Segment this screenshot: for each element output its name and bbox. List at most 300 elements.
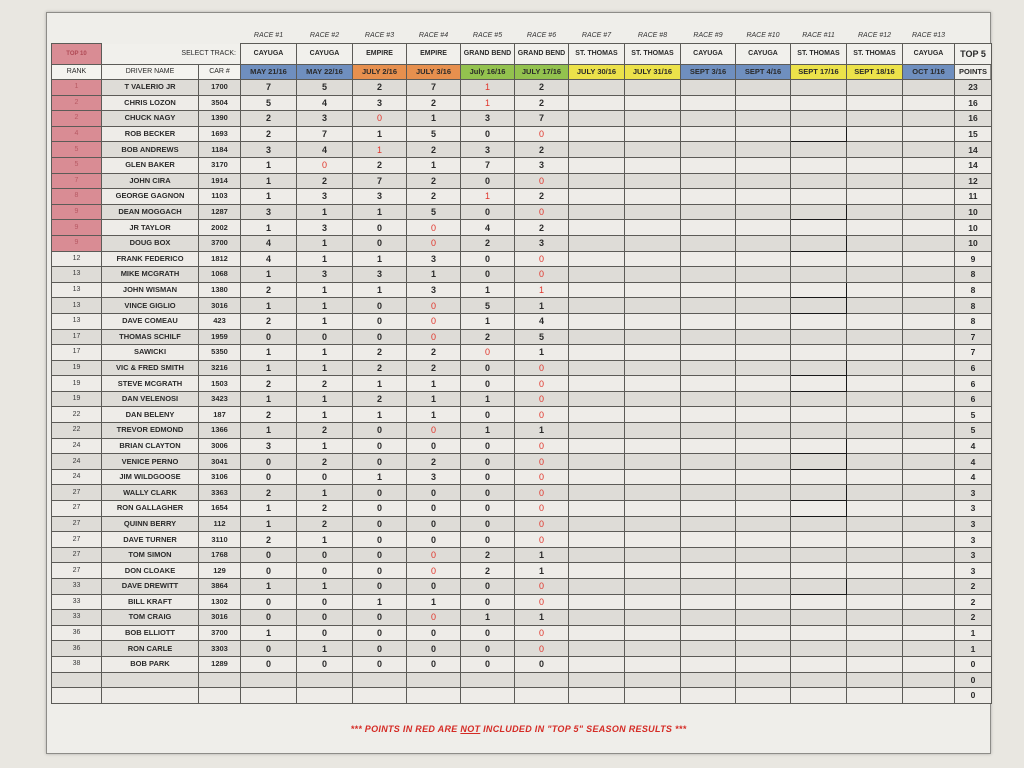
race-result[interactable]	[625, 438, 681, 454]
race-result[interactable]	[903, 267, 955, 283]
race-result[interactable]	[569, 485, 625, 501]
race-result[interactable]: 3	[407, 251, 461, 267]
race-result[interactable]: 2	[407, 142, 461, 158]
race-result[interactable]	[625, 594, 681, 610]
race-result[interactable]: 0	[353, 516, 407, 532]
race-result[interactable]	[625, 173, 681, 189]
race-result[interactable]	[569, 594, 625, 610]
race-result[interactable]: 1	[407, 407, 461, 423]
race-result[interactable]: 0	[407, 563, 461, 579]
race-result[interactable]	[903, 111, 955, 127]
race-result[interactable]: 1	[407, 111, 461, 127]
race-result[interactable]	[569, 563, 625, 579]
race-result[interactable]: 2	[297, 516, 353, 532]
race-result[interactable]	[625, 267, 681, 283]
race-result[interactable]	[625, 407, 681, 423]
race-result[interactable]: 2	[297, 376, 353, 392]
race-result[interactable]: 5	[297, 80, 353, 96]
track-select[interactable]: ST. THOMAS	[791, 44, 847, 65]
race-result[interactable]: 0	[461, 267, 515, 283]
race-result[interactable]: 5	[515, 329, 569, 345]
race-result[interactable]	[736, 501, 791, 517]
race-result[interactable]: 1	[241, 360, 297, 376]
race-result[interactable]	[681, 345, 736, 361]
race-result[interactable]: 3	[241, 438, 297, 454]
race-result[interactable]: 2	[241, 313, 297, 329]
race-result[interactable]: 2	[407, 360, 461, 376]
race-result[interactable]	[847, 235, 903, 251]
race-result[interactable]: 0	[241, 454, 297, 470]
race-result[interactable]	[736, 547, 791, 563]
blank-cell[interactable]	[102, 688, 199, 704]
race-result[interactable]	[847, 610, 903, 626]
race-result[interactable]: 0	[241, 656, 297, 672]
race-result[interactable]	[625, 360, 681, 376]
race-result[interactable]	[791, 80, 847, 96]
race-result[interactable]: 0	[407, 610, 461, 626]
race-result[interactable]	[903, 391, 955, 407]
race-result[interactable]	[569, 547, 625, 563]
race-result[interactable]: 2	[461, 329, 515, 345]
race-result[interactable]	[903, 345, 955, 361]
race-result[interactable]	[569, 469, 625, 485]
race-result[interactable]	[681, 142, 736, 158]
race-result[interactable]	[681, 80, 736, 96]
race-result[interactable]	[569, 454, 625, 470]
race-result[interactable]	[847, 501, 903, 517]
race-result[interactable]: 0	[353, 329, 407, 345]
blank-cell[interactable]	[515, 688, 569, 704]
race-result[interactable]	[625, 656, 681, 672]
race-result[interactable]	[681, 656, 736, 672]
race-result[interactable]	[903, 485, 955, 501]
race-result[interactable]	[625, 298, 681, 314]
race-result[interactable]: 0	[461, 641, 515, 657]
race-result[interactable]: 0	[353, 220, 407, 236]
race-result[interactable]	[569, 516, 625, 532]
race-result[interactable]: 0	[407, 579, 461, 595]
race-result[interactable]: 1	[407, 267, 461, 283]
race-result[interactable]: 3	[353, 189, 407, 205]
race-result[interactable]	[736, 360, 791, 376]
race-result[interactable]	[736, 641, 791, 657]
race-result[interactable]: 0	[297, 563, 353, 579]
race-result[interactable]	[791, 376, 847, 392]
track-select[interactable]: EMPIRE	[407, 44, 461, 65]
race-result[interactable]: 0	[241, 594, 297, 610]
race-result[interactable]: 1	[297, 532, 353, 548]
race-result[interactable]: 2	[515, 142, 569, 158]
race-result[interactable]: 1	[297, 251, 353, 267]
race-result[interactable]	[847, 345, 903, 361]
blank-cell[interactable]	[515, 672, 569, 688]
race-result[interactable]	[625, 641, 681, 657]
race-result[interactable]: 1	[407, 376, 461, 392]
race-result[interactable]: 0	[353, 454, 407, 470]
race-result[interactable]	[903, 625, 955, 641]
race-result[interactable]: 0	[297, 610, 353, 626]
race-result[interactable]	[847, 376, 903, 392]
race-result[interactable]: 0	[461, 360, 515, 376]
race-result[interactable]	[569, 313, 625, 329]
race-result[interactable]	[791, 360, 847, 376]
race-result[interactable]	[681, 532, 736, 548]
race-result[interactable]: 1	[461, 95, 515, 111]
race-result[interactable]	[569, 625, 625, 641]
race-result[interactable]: 0	[461, 204, 515, 220]
race-result[interactable]	[903, 594, 955, 610]
race-result[interactable]	[569, 157, 625, 173]
blank-cell[interactable]	[407, 688, 461, 704]
race-result[interactable]: 3	[241, 142, 297, 158]
race-result[interactable]: 1	[353, 126, 407, 142]
race-result[interactable]	[681, 625, 736, 641]
race-result[interactable]: 0	[353, 313, 407, 329]
race-result[interactable]	[681, 267, 736, 283]
race-result[interactable]	[847, 391, 903, 407]
race-result[interactable]	[847, 423, 903, 439]
race-result[interactable]	[903, 142, 955, 158]
race-result[interactable]	[791, 345, 847, 361]
race-result[interactable]: 1	[297, 298, 353, 314]
race-result[interactable]: 2	[297, 454, 353, 470]
race-result[interactable]: 0	[241, 610, 297, 626]
race-result[interactable]: 1	[297, 579, 353, 595]
race-result[interactable]	[847, 80, 903, 96]
race-result[interactable]: 2	[297, 423, 353, 439]
race-result[interactable]	[681, 189, 736, 205]
race-result[interactable]	[681, 438, 736, 454]
race-result[interactable]	[625, 625, 681, 641]
race-result[interactable]: 0	[461, 579, 515, 595]
race-result[interactable]: 1	[353, 251, 407, 267]
race-result[interactable]	[736, 95, 791, 111]
race-result[interactable]	[736, 157, 791, 173]
race-result[interactable]	[791, 438, 847, 454]
race-result[interactable]: 1	[241, 173, 297, 189]
race-result[interactable]	[847, 298, 903, 314]
track-select[interactable]: ST. THOMAS	[847, 44, 903, 65]
race-result[interactable]	[791, 142, 847, 158]
blank-cell[interactable]	[625, 672, 681, 688]
race-result[interactable]: 0	[407, 329, 461, 345]
race-result[interactable]: 0	[515, 360, 569, 376]
race-result[interactable]	[569, 438, 625, 454]
race-result[interactable]: 2	[515, 80, 569, 96]
race-result[interactable]: 0	[297, 547, 353, 563]
race-result[interactable]	[903, 251, 955, 267]
race-result[interactable]	[681, 220, 736, 236]
race-result[interactable]: 2	[241, 282, 297, 298]
race-result[interactable]	[569, 173, 625, 189]
race-result[interactable]: 5	[241, 95, 297, 111]
race-result[interactable]: 0	[461, 469, 515, 485]
race-result[interactable]	[736, 516, 791, 532]
blank-cell[interactable]	[903, 672, 955, 688]
race-result[interactable]: 0	[515, 251, 569, 267]
race-result[interactable]: 1	[353, 376, 407, 392]
race-result[interactable]	[791, 469, 847, 485]
race-result[interactable]	[569, 423, 625, 439]
race-result[interactable]	[681, 235, 736, 251]
track-select[interactable]: GRAND BEND	[515, 44, 569, 65]
race-result[interactable]: 7	[515, 111, 569, 127]
race-result[interactable]: 0	[241, 329, 297, 345]
race-result[interactable]: 1	[407, 157, 461, 173]
race-result[interactable]: 1	[353, 282, 407, 298]
race-result[interactable]: 0	[515, 376, 569, 392]
race-result[interactable]: 1	[461, 80, 515, 96]
race-result[interactable]	[791, 251, 847, 267]
race-result[interactable]	[791, 235, 847, 251]
race-result[interactable]: 1	[241, 579, 297, 595]
race-result[interactable]	[791, 407, 847, 423]
race-result[interactable]	[681, 111, 736, 127]
race-result[interactable]	[625, 95, 681, 111]
race-result[interactable]: 2	[461, 563, 515, 579]
race-result[interactable]	[791, 501, 847, 517]
race-result[interactable]	[847, 360, 903, 376]
race-result[interactable]	[903, 189, 955, 205]
track-select[interactable]: CAYUGA	[241, 44, 297, 65]
race-result[interactable]	[791, 594, 847, 610]
race-result[interactable]	[847, 579, 903, 595]
race-result[interactable]	[903, 204, 955, 220]
race-result[interactable]: 0	[515, 173, 569, 189]
race-result[interactable]: 3	[241, 204, 297, 220]
race-result[interactable]: 1	[461, 313, 515, 329]
race-result[interactable]: 1	[241, 220, 297, 236]
race-result[interactable]: 0	[461, 656, 515, 672]
race-result[interactable]	[791, 267, 847, 283]
blank-cell[interactable]	[681, 672, 736, 688]
race-result[interactable]	[736, 80, 791, 96]
race-result[interactable]	[791, 111, 847, 127]
race-result[interactable]	[625, 563, 681, 579]
race-result[interactable]	[903, 641, 955, 657]
blank-cell[interactable]	[681, 688, 736, 704]
race-result[interactable]	[625, 157, 681, 173]
race-result[interactable]	[736, 376, 791, 392]
race-result[interactable]	[736, 485, 791, 501]
race-result[interactable]	[569, 610, 625, 626]
race-result[interactable]	[736, 111, 791, 127]
race-result[interactable]: 3	[297, 220, 353, 236]
race-result[interactable]	[847, 469, 903, 485]
race-result[interactable]: 3	[353, 267, 407, 283]
race-result[interactable]	[625, 579, 681, 595]
race-result[interactable]	[903, 126, 955, 142]
race-result[interactable]: 3	[515, 235, 569, 251]
race-result[interactable]: 1	[515, 298, 569, 314]
race-result[interactable]: 1	[515, 282, 569, 298]
race-result[interactable]	[569, 376, 625, 392]
race-result[interactable]	[903, 95, 955, 111]
race-result[interactable]	[681, 610, 736, 626]
race-result[interactable]: 5	[407, 126, 461, 142]
race-result[interactable]	[625, 80, 681, 96]
race-result[interactable]	[681, 485, 736, 501]
race-result[interactable]	[625, 235, 681, 251]
race-result[interactable]	[847, 641, 903, 657]
blank-cell[interactable]	[353, 672, 407, 688]
race-result[interactable]: 0	[461, 345, 515, 361]
blank-cell[interactable]	[847, 672, 903, 688]
blank-cell[interactable]	[569, 672, 625, 688]
race-result[interactable]	[569, 345, 625, 361]
race-result[interactable]: 4	[461, 220, 515, 236]
race-result[interactable]: 3	[297, 111, 353, 127]
race-result[interactable]	[847, 485, 903, 501]
race-result[interactable]: 1	[297, 438, 353, 454]
race-result[interactable]: 1	[515, 345, 569, 361]
race-result[interactable]: 2	[241, 407, 297, 423]
race-result[interactable]: 2	[407, 173, 461, 189]
race-result[interactable]	[625, 282, 681, 298]
race-result[interactable]	[569, 641, 625, 657]
race-result[interactable]: 2	[353, 391, 407, 407]
race-result[interactable]: 0	[407, 641, 461, 657]
race-result[interactable]	[903, 360, 955, 376]
race-result[interactable]	[847, 204, 903, 220]
race-result[interactable]: 0	[461, 376, 515, 392]
race-result[interactable]	[847, 547, 903, 563]
race-result[interactable]	[736, 282, 791, 298]
race-result[interactable]: 0	[461, 454, 515, 470]
race-result[interactable]	[847, 656, 903, 672]
race-result[interactable]: 0	[515, 656, 569, 672]
race-result[interactable]: 0	[461, 126, 515, 142]
race-result[interactable]	[569, 532, 625, 548]
race-result[interactable]: 1	[407, 391, 461, 407]
race-result[interactable]: 0	[353, 501, 407, 517]
race-result[interactable]	[791, 204, 847, 220]
race-result[interactable]: 0	[461, 485, 515, 501]
race-result[interactable]	[736, 579, 791, 595]
race-result[interactable]	[736, 142, 791, 158]
race-result[interactable]	[791, 173, 847, 189]
race-result[interactable]	[903, 469, 955, 485]
race-result[interactable]: 1	[353, 142, 407, 158]
race-result[interactable]: 0	[241, 469, 297, 485]
race-result[interactable]: 0	[353, 423, 407, 439]
race-result[interactable]	[681, 376, 736, 392]
race-result[interactable]: 0	[407, 656, 461, 672]
race-result[interactable]	[791, 579, 847, 595]
race-result[interactable]: 7	[407, 80, 461, 96]
race-result[interactable]: 2	[353, 360, 407, 376]
race-result[interactable]: 0	[353, 532, 407, 548]
race-result[interactable]	[569, 656, 625, 672]
race-result[interactable]	[736, 173, 791, 189]
race-result[interactable]: 0	[515, 516, 569, 532]
race-result[interactable]: 0	[297, 157, 353, 173]
race-result[interactable]: 1	[241, 345, 297, 361]
race-result[interactable]	[569, 282, 625, 298]
race-result[interactable]	[736, 407, 791, 423]
race-result[interactable]: 2	[241, 376, 297, 392]
track-select[interactable]: GRAND BEND	[461, 44, 515, 65]
race-result[interactable]	[736, 469, 791, 485]
race-result[interactable]	[681, 579, 736, 595]
race-result[interactable]	[903, 329, 955, 345]
race-result[interactable]	[569, 391, 625, 407]
race-result[interactable]	[625, 501, 681, 517]
race-result[interactable]: 0	[461, 251, 515, 267]
race-result[interactable]	[903, 282, 955, 298]
race-result[interactable]: 0	[353, 625, 407, 641]
race-result[interactable]: 1	[297, 360, 353, 376]
race-result[interactable]: 0	[461, 625, 515, 641]
race-result[interactable]: 0	[515, 407, 569, 423]
race-result[interactable]	[903, 376, 955, 392]
race-result[interactable]	[847, 95, 903, 111]
blank-cell[interactable]	[736, 672, 791, 688]
race-result[interactable]	[791, 157, 847, 173]
race-result[interactable]	[625, 345, 681, 361]
race-result[interactable]: 0	[407, 501, 461, 517]
race-result[interactable]: 5	[407, 204, 461, 220]
race-result[interactable]	[791, 189, 847, 205]
race-result[interactable]	[791, 329, 847, 345]
race-result[interactable]: 1	[241, 189, 297, 205]
race-result[interactable]	[903, 579, 955, 595]
race-result[interactable]: 0	[515, 579, 569, 595]
race-result[interactable]	[681, 173, 736, 189]
race-result[interactable]: 3	[353, 95, 407, 111]
race-result[interactable]	[625, 423, 681, 439]
race-result[interactable]: 1	[353, 594, 407, 610]
race-result[interactable]: 1	[241, 267, 297, 283]
race-result[interactable]	[791, 547, 847, 563]
race-result[interactable]: 0	[353, 547, 407, 563]
race-result[interactable]: 0	[241, 641, 297, 657]
race-result[interactable]: 7	[297, 126, 353, 142]
race-result[interactable]: 0	[515, 391, 569, 407]
race-result[interactable]: 1	[297, 313, 353, 329]
blank-cell[interactable]	[461, 672, 515, 688]
race-result[interactable]: 0	[297, 656, 353, 672]
race-result[interactable]: 2	[241, 532, 297, 548]
race-result[interactable]	[681, 563, 736, 579]
race-result[interactable]	[736, 220, 791, 236]
race-result[interactable]	[569, 360, 625, 376]
race-result[interactable]: 4	[297, 95, 353, 111]
race-result[interactable]	[625, 251, 681, 267]
race-result[interactable]	[791, 454, 847, 470]
race-result[interactable]	[736, 610, 791, 626]
race-result[interactable]: 1	[461, 610, 515, 626]
race-result[interactable]	[847, 516, 903, 532]
race-result[interactable]	[625, 376, 681, 392]
race-result[interactable]: 2	[241, 111, 297, 127]
race-result[interactable]	[569, 267, 625, 283]
race-result[interactable]: 0	[241, 563, 297, 579]
blank-cell[interactable]	[569, 688, 625, 704]
race-result[interactable]: 1	[461, 282, 515, 298]
race-result[interactable]	[569, 329, 625, 345]
race-result[interactable]	[736, 189, 791, 205]
race-result[interactable]: 5	[461, 298, 515, 314]
race-result[interactable]	[736, 329, 791, 345]
race-result[interactable]: 1	[297, 391, 353, 407]
race-result[interactable]	[569, 501, 625, 517]
race-result[interactable]: 0	[353, 656, 407, 672]
race-result[interactable]: 1	[241, 391, 297, 407]
race-result[interactable]	[569, 126, 625, 142]
race-result[interactable]: 0	[461, 173, 515, 189]
race-result[interactable]: 2	[353, 80, 407, 96]
